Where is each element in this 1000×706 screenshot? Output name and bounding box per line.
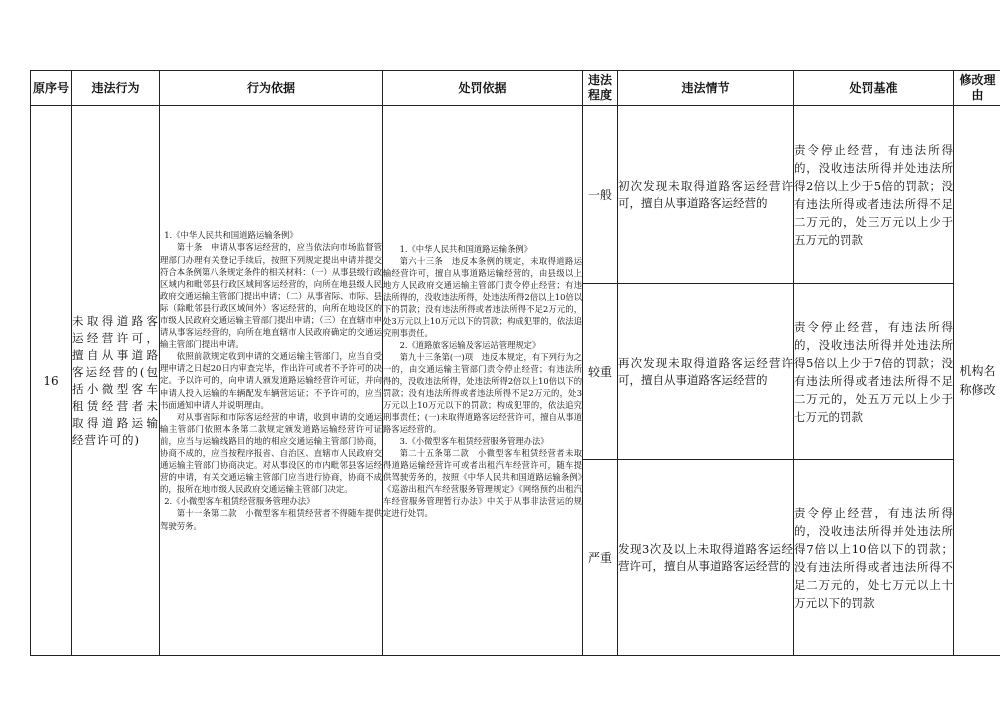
circumstance-severe: 发现3次及以上未取得道路客运经营许可，擅自从事道路客运经营的 [618, 460, 794, 656]
basis-para-4: 第十一条第二款 小微型客车租赁经营者不得随车提供驾驶劳务。 [160, 508, 382, 531]
cell-penalty-basis [383, 106, 583, 656]
header-standard: 处罚基准 [794, 71, 954, 106]
cell-reason: 机构名称修改 [954, 106, 1000, 656]
circumstance-serious: 再次发现未取得道路客运经营许可，擅自从事道路客运经营的 [618, 284, 794, 460]
level-serious: 较重 [583, 284, 618, 460]
level-general: 一般 [583, 106, 618, 284]
penalty-para-3: 第二十五条第二款 小微型客车租赁经营者未取得道路运输经营许可或者出租汽车经营许可，随车提供驾驶劳务的，按照《中华人民共和国道路运输条例》《巡游出租汽车经营服务管理规定》《网络预约出租汽车经营服务管理暂行办法》中关于从事非法营运的规定进行处罚。 [383, 447, 582, 518]
basis-para-1: 第十条 申请从事客运经营的，应当依法向市场监督管理部门办理有关登记手续后，按照下列规定提出申请并提交符合本条例第八条规定条件的相关材料：（一）从事县级行政区域内和毗邻县行政区域间客运经营的，向所在地县级人民政府交通运输主管部门提出申请；（二）从事省际、市际、县际（除毗邻县行政区域间外）客运经营的，向所在地设区的市级人民政府交通运输主管部门提出申请；（三）在直辖市申请从事客运经营的，向所在地直辖市人民政府确定的交通运输主管部门提出申请。 [160, 242, 382, 350]
header-reason: 修改理由 [954, 71, 1000, 106]
standard-serious: 责令停止经营，有违法所得的，没收违法所得并处违法所得5倍以上少于7倍的罚款；没有违法所得或者违法所得不足二万元的，处五万元以上少于七万元的罚款 [794, 284, 954, 460]
level-severe: 严重 [583, 460, 618, 656]
basis-title-1: 1.《中华人民共和国道路运输条例》 [164, 230, 298, 241]
standard-severe: 责令停止经营，有违法所得的，没收违法所得并处违法所得7倍以上10倍以下的罚款；没有违法所得或者违法所得不足二万元的，处七万元以上十万元以下的罚款 [794, 460, 954, 656]
penalty-title-3: 3.《小微型客车租赁经营服务管理办法》 [399, 435, 549, 446]
table-row [31, 106, 1000, 284]
basis-para-3: 对从事省际和市际客运经营的申请，收到申请的交通运输主管部门依照本条第二款规定颁发道路运输经营许可证前，应当与运输线路目的地的相应交通运输主管部门协商，协商不成的，应当按程序报省、自治区、直辖市人民政府交通运输主管部门协商决定。对从事设区的市内毗邻县客运经营的申请，有关交通运输主管部门应当进行协商，协商不成的，报所在地市级人民政府交通运输主管部门决定。 [160, 411, 382, 495]
header-basis: 行为依据 [160, 71, 383, 106]
penalty-para-1: 第六十三条 违反本条例的规定，未取得道路运输经营许可，擅自从事道路运输经营的，由县级以上地方人民政府交通运输主管部门责令停止经营；有违法所得的，没收违法所得，处违法所得2倍以上10倍以下的罚款；没有违法所得或者违法所得不足2万元的，处3万元以上10万元以下的罚款；构成犯罪的，依法追究刑事责任。 [383, 255, 582, 338]
circumstance-general: 初次发现未取得道路客运经营许可，擅自从事道路客运经营的 [618, 106, 794, 284]
standard-general: 责令停止经营，有违法所得的，没收违法所得并处违法所得2倍以上少于5倍的罚款；没有违法所得或者违法所得不足二万元的，处三万元以上少于五万元的罚款 [794, 106, 954, 284]
basis-para-2: 依照前款规定收到申请的交通运输主管部门，应当自受理申请之日起20日内审查完毕，作出许可或者不予许可的决定。予以许可的，向申请人颁发道路运输经营许可证，并向申请人投入运输的车辆配发车辆营运证；不予许可的，应当书面通知申请人并说明理由。 [160, 351, 382, 410]
penalty-title-1: 1.《中华人民共和国道路运输条例》 [399, 243, 532, 254]
table-header-row [31, 71, 1000, 106]
penalty-standard-table [30, 70, 1000, 656]
header-penalty-basis: 处罚依据 [383, 71, 583, 106]
header-act: 违法行为 [72, 71, 160, 106]
header-seq: 原序号 [31, 71, 72, 106]
penalty-para-2: 第九十三条第(一)项 违反本规定，有下列行为之一的，由交通运输主管部门责令停止经营；有违法所得的，没收违法所得，处违法所得2倍以上10倍以下的罚款；没有违法所得或者违法所得不足2万元的，处3万元以上10万元以下的罚款；构成犯罪的，依法追究刑事责任；(一)未取得道路客运经营许可，擅自从事道路客运经营的。 [383, 351, 582, 434]
cell-basis [160, 106, 383, 656]
cell-seq: 16 [31, 106, 72, 656]
header-level: 违法程度 [583, 71, 618, 106]
cell-act: 未取得道路客运经营许可，擅自从事道路客运经营的(包括小微型客车租赁经营者未取得道路运输经营许可的) [72, 106, 160, 656]
penalty-title-2: 2.《道路旅客运输及客运站管理规定》 [399, 339, 541, 350]
header-circumstance: 违法情节 [618, 71, 794, 106]
basis-title-2: 2.《小微型客车租赁经营服务管理办法》 [164, 496, 315, 507]
